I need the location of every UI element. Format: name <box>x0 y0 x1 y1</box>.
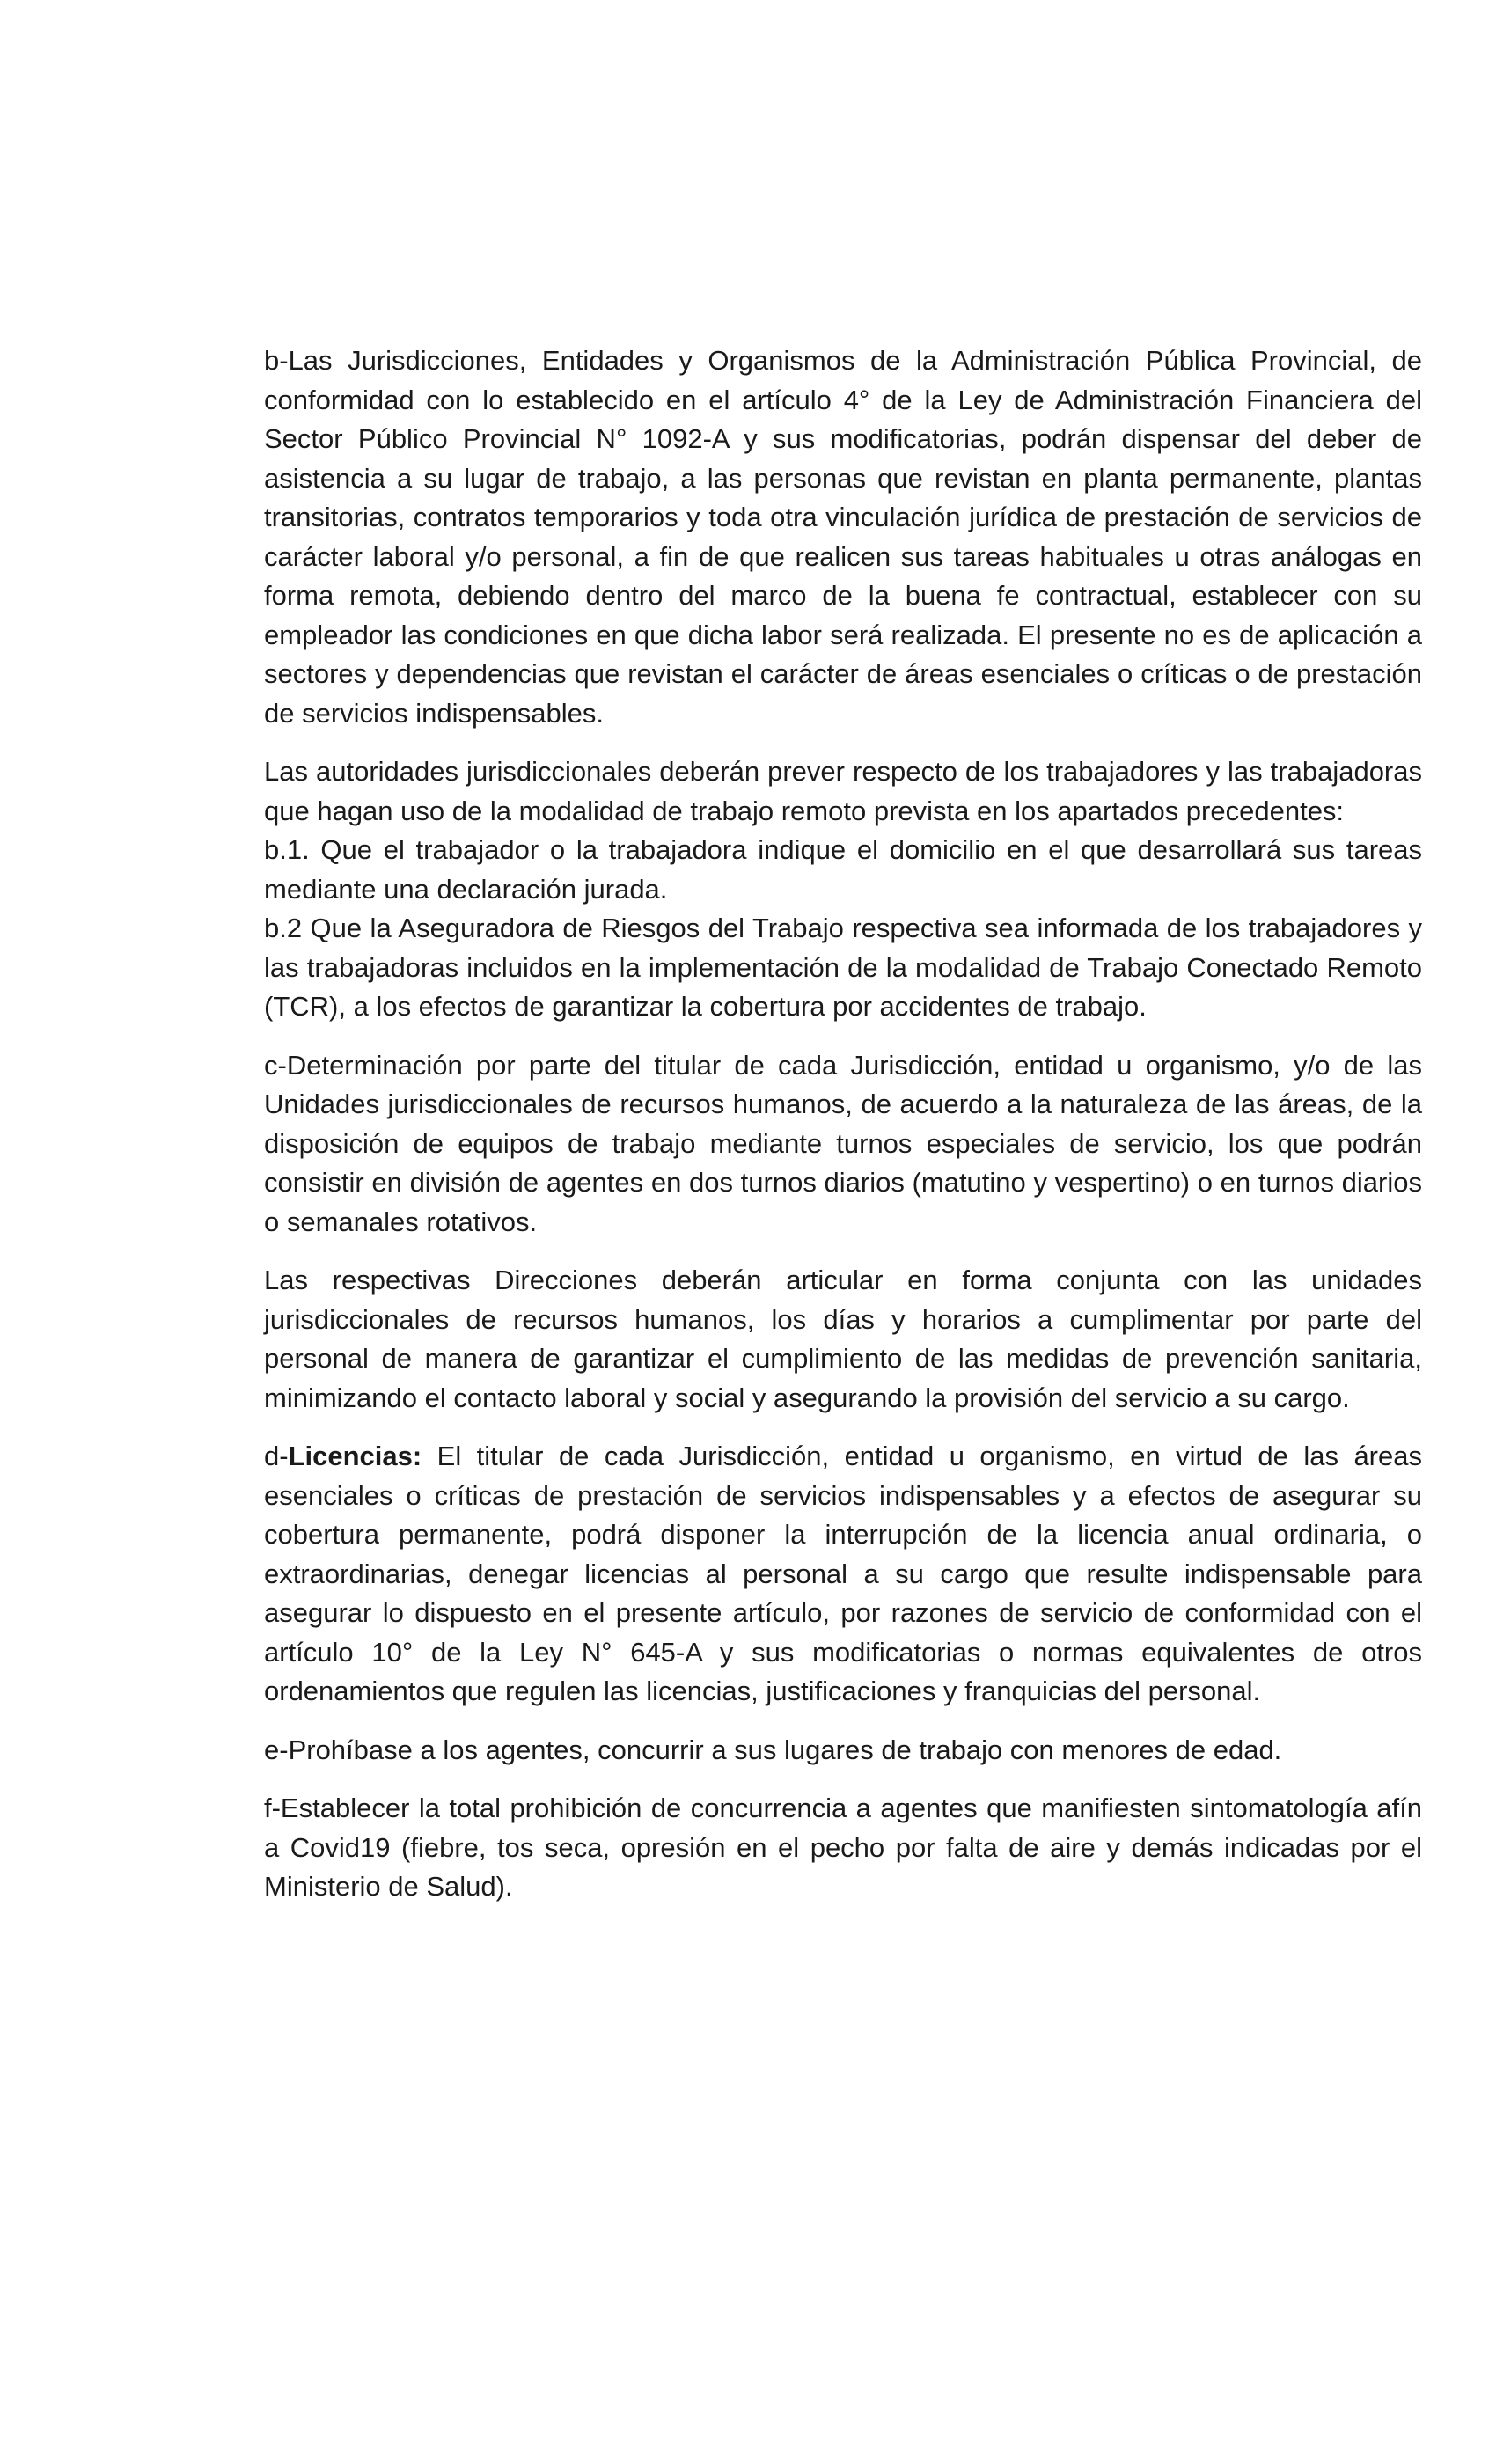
paragraph-b-autoridades: Las autoridades jurisdiccionales deberán prever respecto de los trabajadores y las trabajadoras que hagan uso de la modalidad de trabajo remoto prevista en los apartados precedentes: <box>264 756 1422 826</box>
paragraph-c: c-Determinación por parte del titular de cada Jurisdicción, entidad u organismo, y/o de las Unidades jurisdiccionales de recursos humanos, de acuerdo a la naturaleza de las áreas, de la disposición de equipos de trabajo mediante turnos especiales de servicio, los que podrán consistir en división de agentes en dos turnos diarios (matutino y vespertino) o en turnos diarios o semanales rotativos. <box>264 1049 1422 1237</box>
document-page <box>264 341 1422 1926</box>
paragraph-b1: b.1. Que el trabajador o la trabajadora indique el domicilio en el que desarrollará sus tareas mediante una declaración jurada. <box>264 834 1422 905</box>
paragraph-b2: b.2 Que la Aseguradora de Riesgos del Trabajo respectiva sea informada de los trabajadores y las trabajadoras incluidos en la implementación de la modalidad de Trabajo Conectado Remoto (TCR), a los efectos de garantizar la cobertura por accidentes de trabajo. <box>264 913 1422 1022</box>
paragraph-d-body: El titular de cada Jurisdicción, entidad u organismo, en virtud de las áreas esenciales o críticas de prestación de servicios indispensables y a efectos de asegurar su cobertura permanente, podrá disponer la interrupción de la licencia anual ordinaria, o extraordinarias, denegar licencias al personal a su cargo que resulte indispensable para asegurar lo dispuesto en el presente artículo, por razones de servicio de conformidad con el artículo 10° de la Ley N° 645-A y sus modificatorias o normas equivalentes de otros ordenamientos que regulen las licencias, justificaciones y franquicias del personal. <box>264 1441 1422 1706</box>
paragraph-d-prefix: d- <box>264 1441 289 1471</box>
paragraph-f: f-Establecer la total prohibición de concurrencia a agentes que manifiesten sintomatología afín a Covid19 (fiebre, tos seca, opresión en el pecho por falta de aire y demás indicadas por el Ministerio de Salud). <box>264 1793 1422 1902</box>
paragraph-b: b-Las Jurisdicciones, Entidades y Organismos de la Administración Pública Provincial, de conformidad con lo establecido en el artículo 4° de la Ley de Administración Financiera del Sector Público Provincial N° 1092-A y sus modificatorias, podrán dispensar del deber de asistencia a su lugar de trabajo, a las personas que revistan en planta permanente, plantas transitorias, contratos temporarios y toda otra vinculación jurídica de prestación de servicios de carácter laboral y/o personal, a fin de que realicen sus tareas habituales u otras análogas en forma remota, debiendo dentro del marco de la buena fe contractual, establecer con su empleador las condiciones en que dicha labor será realizada. El presente no es de aplicación a sectores y dependencias que revistan el carácter de áreas esenciales o críticas o de prestación de servicios indispensables. <box>264 345 1422 729</box>
paragraph-c-direcciones: Las respectivas Direcciones deberán articular en forma conjunta con las unidades jurisdiccionales de recursos humanos, los días y horarios a cumplimentar por parte del personal de manera de garantizar el cumplimiento de las medidas de prevención sanitaria, minimizando el contacto laboral y social y asegurando la provisión del servicio a su cargo. <box>264 1265 1422 1413</box>
paragraph-d-heading: Licencias: <box>288 1441 422 1471</box>
paragraph-e: e-Prohíbase a los agentes, concurrir a sus lugares de trabajo con menores de edad. <box>264 1734 1282 1765</box>
paragraph-d <box>264 1437 1422 1712</box>
